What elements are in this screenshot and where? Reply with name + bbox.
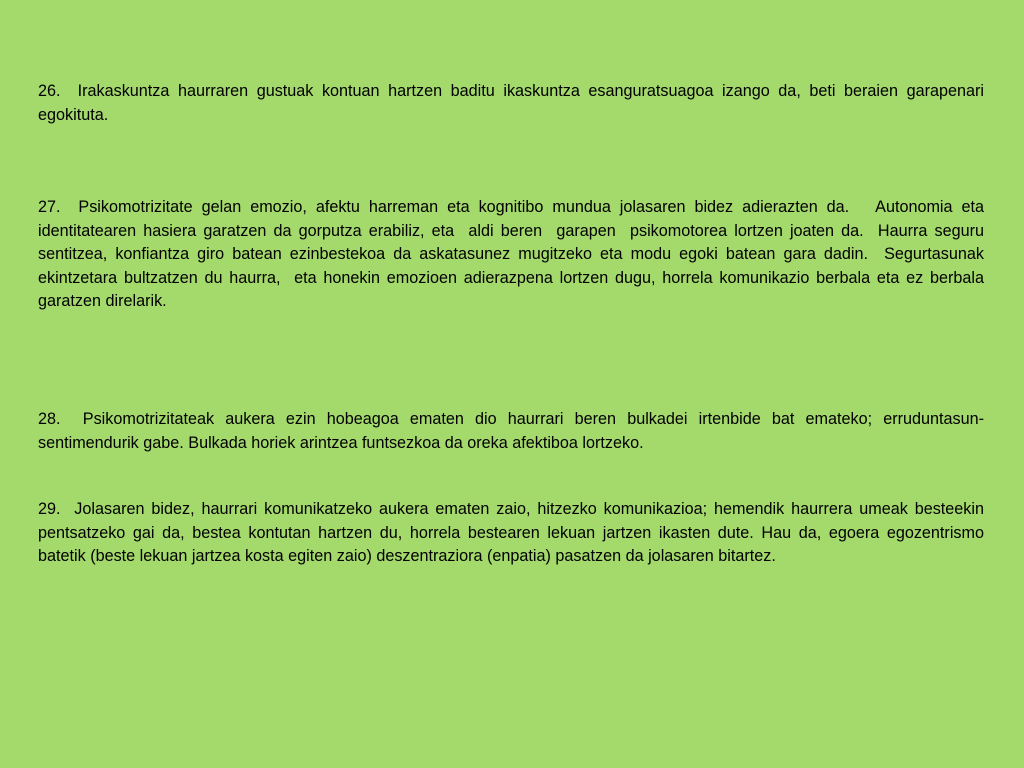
paragraph-26: 26. Irakaskuntza haurraren gustuak kontuan hartzen baditu ikaskuntza esanguratsuagoa izango da, beti beraien garapenari egokituta. bbox=[38, 82, 989, 124]
paragraph-27: 27. Psikomotrizitate gelan emozio, afektu harreman eta kognitibo mundua jolasaren bidez adierazten da. Autonomia eta identitatearen hasiera garatzen da gorputza erabiliz, eta aldi beren garapen psikomotorea lortzen joaten da. Haurra seguru sentitzea, konfiantza giro batean ezinbestekoa da askatasunez mugitzeko eta modu egoki batean gara dadin. Segurtasunak ekintzetara bultzatzen du haurra, eta honekin emozioen adierazpena lortzen dugu, horrela komunikazio berbala eta ez berbala garatzen direlarik. bbox=[38, 198, 989, 310]
paragraph-29: 29. Jolasaren bidez, haurrari komunikatzeko aukera ematen zaio, hitzezko komunikazioa; hemendik haurrera umeak besteekin pentsatzeko gai da, bestea kontutan hartzen du, horrela bestearen lekuan jartzen ikasten dute. Hau da, egoera egozentrismo batetik (beste lekuan jartzea kosta egiten zaio) deszentraziora (enpatia) pasatzen da jolasaren bitartez. bbox=[38, 500, 989, 565]
paragraph-28: 28. Psikomotrizitateak aukera ezin hobeagoa ematen dio haurrari beren bulkadei irtenbide bat emateko; erruduntasun-sentimendurik gabe. Bulkada horiek arintzea funtsezkoa da oreka afektiboa lortzeko. bbox=[38, 410, 984, 452]
